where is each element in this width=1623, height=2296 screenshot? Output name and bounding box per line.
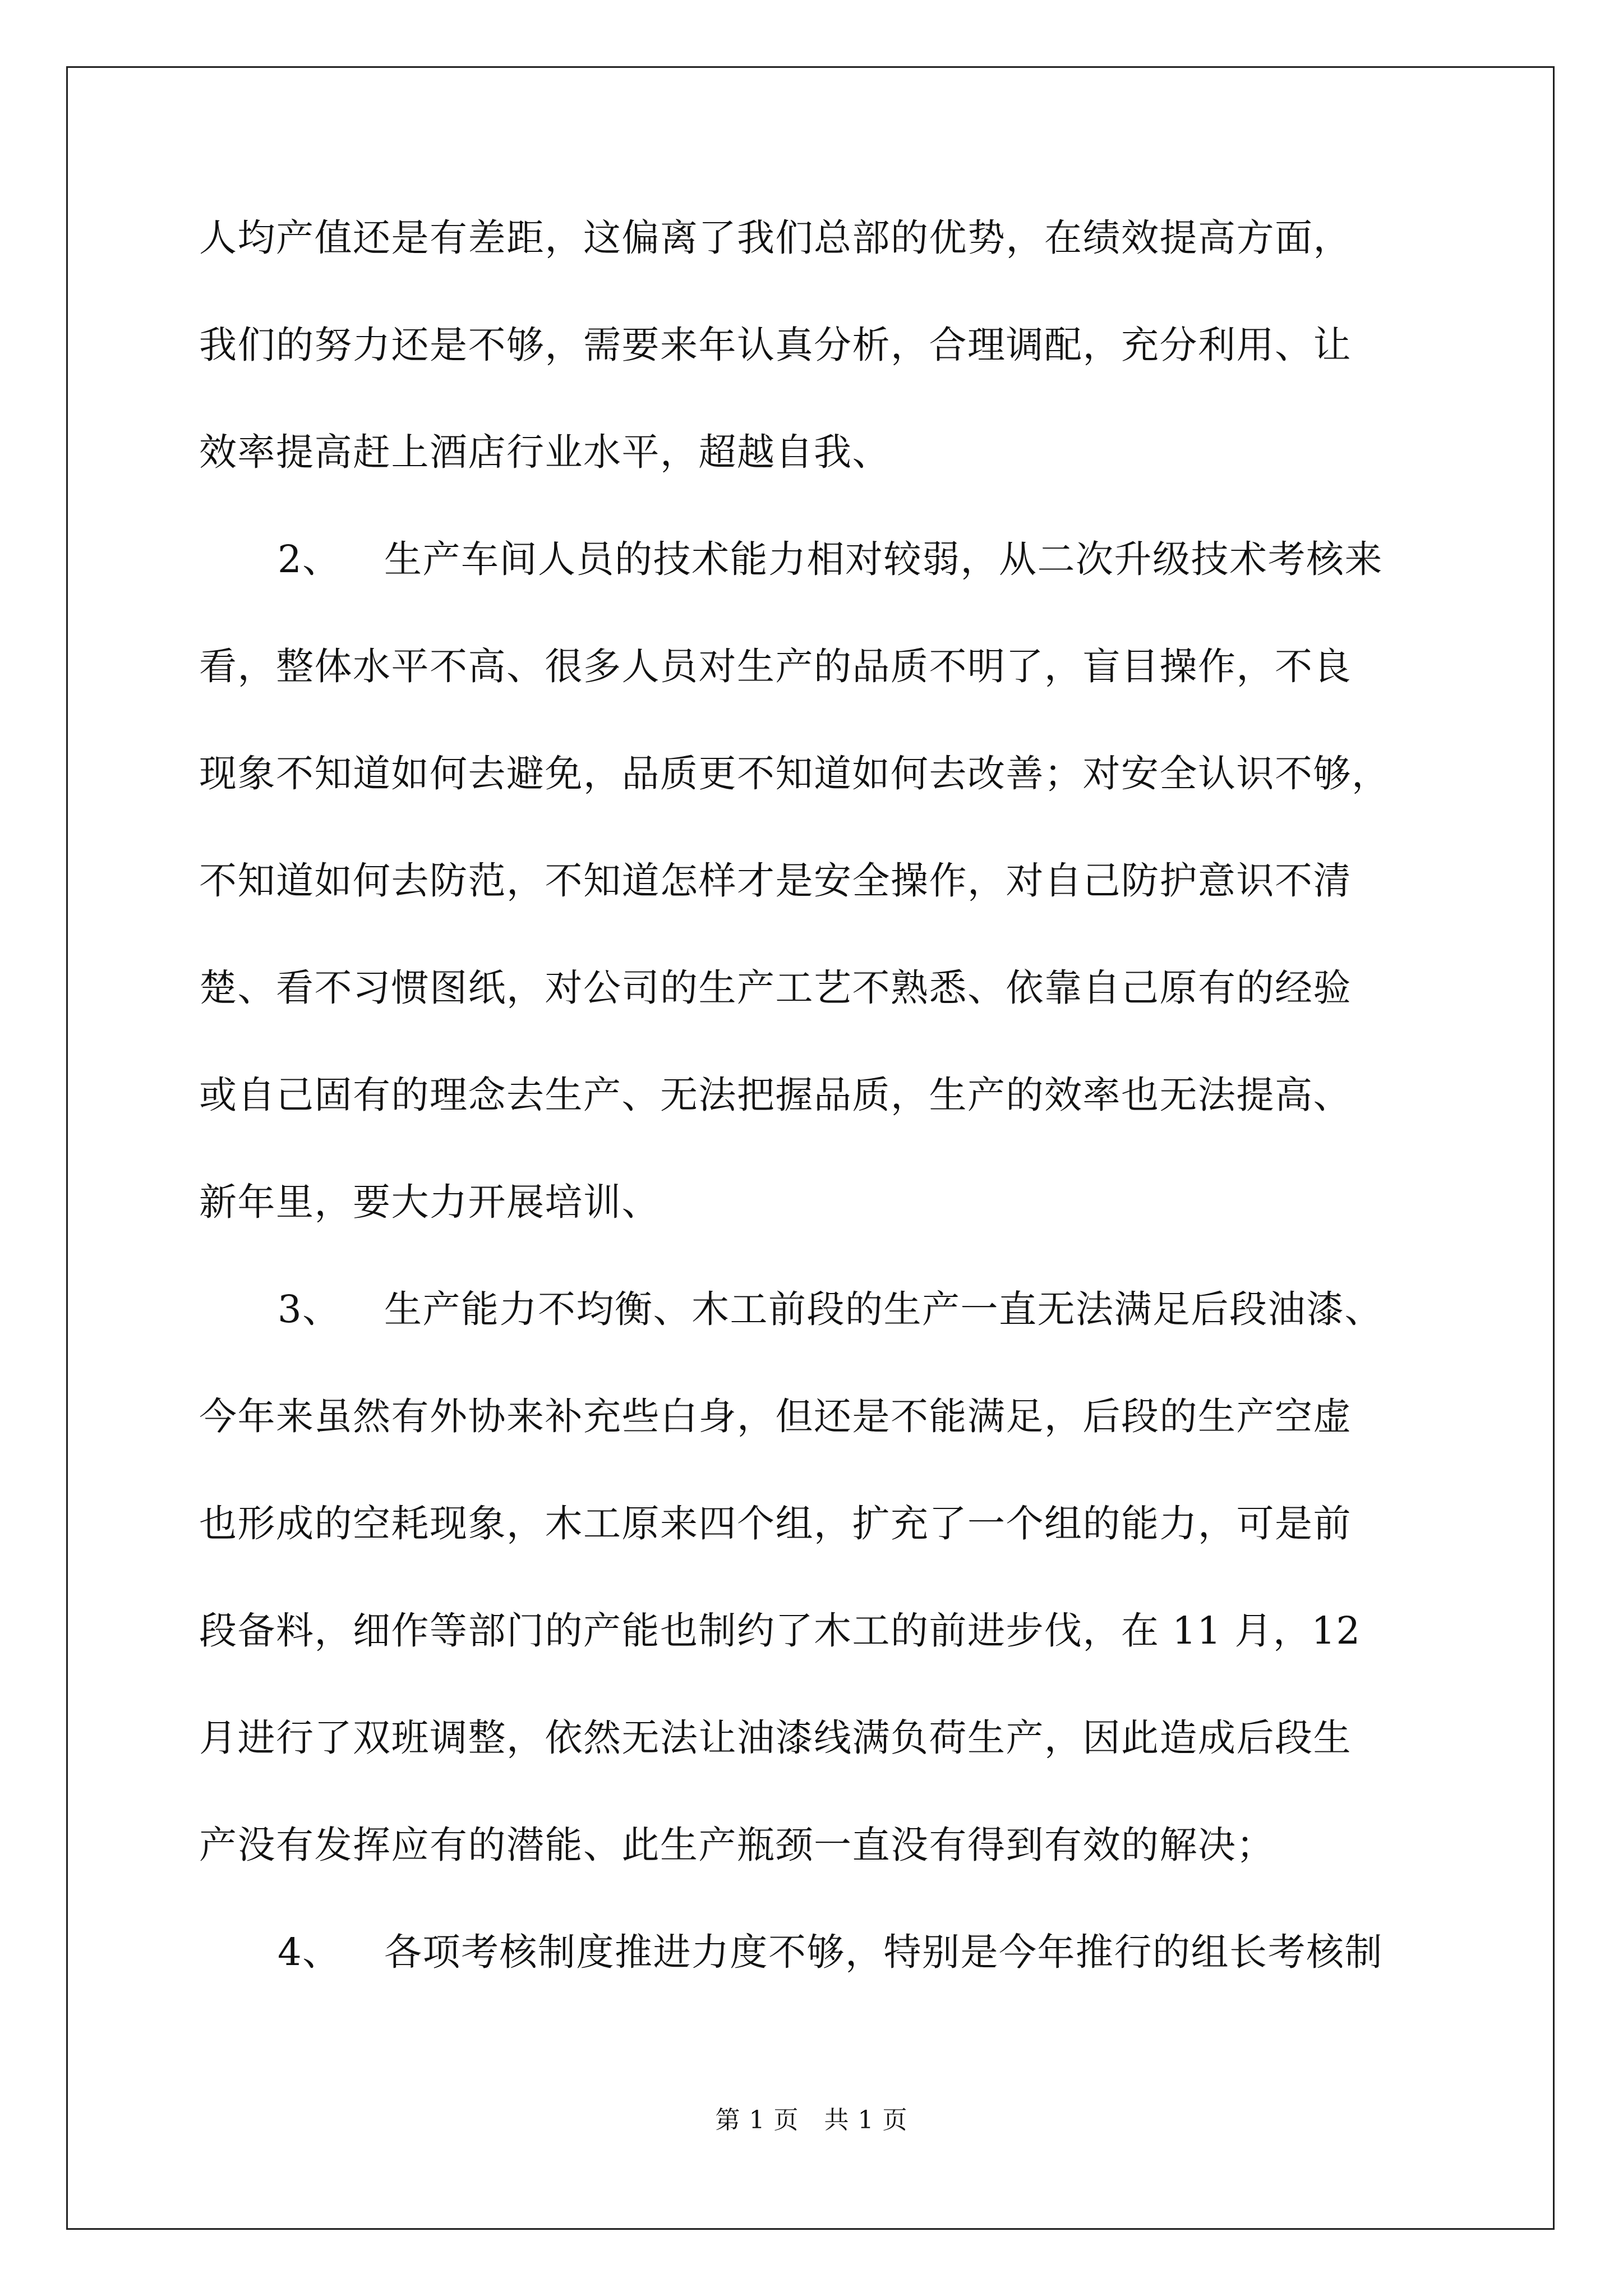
- list-number: 4、: [278, 1930, 341, 1974]
- line-text: 新年里，要大力开展培训、: [199, 1180, 660, 1224]
- line-text: 看，整体水平不高、很多人员对生产的品质不明了，盲目操作，不良: [199, 645, 1352, 688]
- text-line: [199, 850, 1352, 912]
- line-text: 今年来虽然有外协来补充些白身，但还是不能满足，后段的生产空虚: [199, 1395, 1352, 1438]
- text-line: [199, 314, 1352, 376]
- text-line: [199, 636, 1352, 697]
- text-line: [199, 421, 891, 483]
- line-text: 月进行了双班调整，依然无法让油漆线满负荷生产，因此造成后段生: [199, 1716, 1352, 1760]
- list-item-2: [278, 528, 1383, 590]
- list-item-4: [278, 1921, 1383, 1983]
- text-line: [199, 743, 1390, 804]
- list-number: 2、: [278, 537, 341, 581]
- line-text: 楚、看不习惯图纸，对公司的生产工艺不熟悉、依靠自己原有的经验: [199, 966, 1352, 1010]
- line-text: 效率提高赶上酒店行业水平，超越自我、: [199, 430, 891, 474]
- text-line: [199, 1386, 1352, 1447]
- text-line: [199, 1600, 1361, 1662]
- line-text: 不知道如何去防范，不知道怎样才是安全操作，对自己防护意识不清: [199, 859, 1352, 903]
- text-line: [199, 1064, 1352, 1126]
- text-line: [199, 1493, 1352, 1554]
- text-line: [199, 1814, 1275, 1876]
- page-footer: [0, 2100, 1623, 2136]
- line-text: 我们的努力还是不够，需要来年认真分析，合理调配，充分利用、让: [199, 323, 1352, 367]
- line-text: 也形成的空耗现象，木工原来四个组，扩充了一个组的能力，可是前: [199, 1502, 1352, 1545]
- line-text: 人均产值还是有差距，这偏离了我们总部的优势，在绩效提高方面，: [199, 216, 1352, 260]
- line-text: 现象不知道如何去避免，品质更不知道如何去改善；对安全认识不够，: [199, 752, 1390, 795]
- list-item-3: [278, 1278, 1383, 1340]
- line-text: 生产车间人员的技术能力相对较弱，从二次升级技术考核来: [384, 537, 1383, 581]
- list-number: 3、: [278, 1287, 341, 1331]
- page-number-label: 第 1 页 共 1 页: [715, 2106, 908, 2134]
- text-line: [199, 1707, 1352, 1769]
- line-text: 生产能力不均衡、木工前段的生产一直无法满足后段油漆、: [384, 1287, 1383, 1331]
- page-border: [66, 66, 1555, 2230]
- line-text: 段备料，细作等部门的产能也制约了木工的前进步伐，在 11 月，12: [199, 1609, 1361, 1653]
- line-text: 或自己固有的理念去生产、无法把握品质，生产的效率也无法提高、: [199, 1073, 1352, 1117]
- text-line: [199, 1171, 660, 1233]
- line-text: 各项考核制度推进力度不够，特别是今年推行的组长考核制: [384, 1930, 1383, 1974]
- line-text: 产没有发挥应有的潜能、此生产瓶颈一直没有得到有效的解决；: [199, 1823, 1275, 1867]
- text-line: [199, 957, 1352, 1019]
- text-line: [199, 207, 1352, 269]
